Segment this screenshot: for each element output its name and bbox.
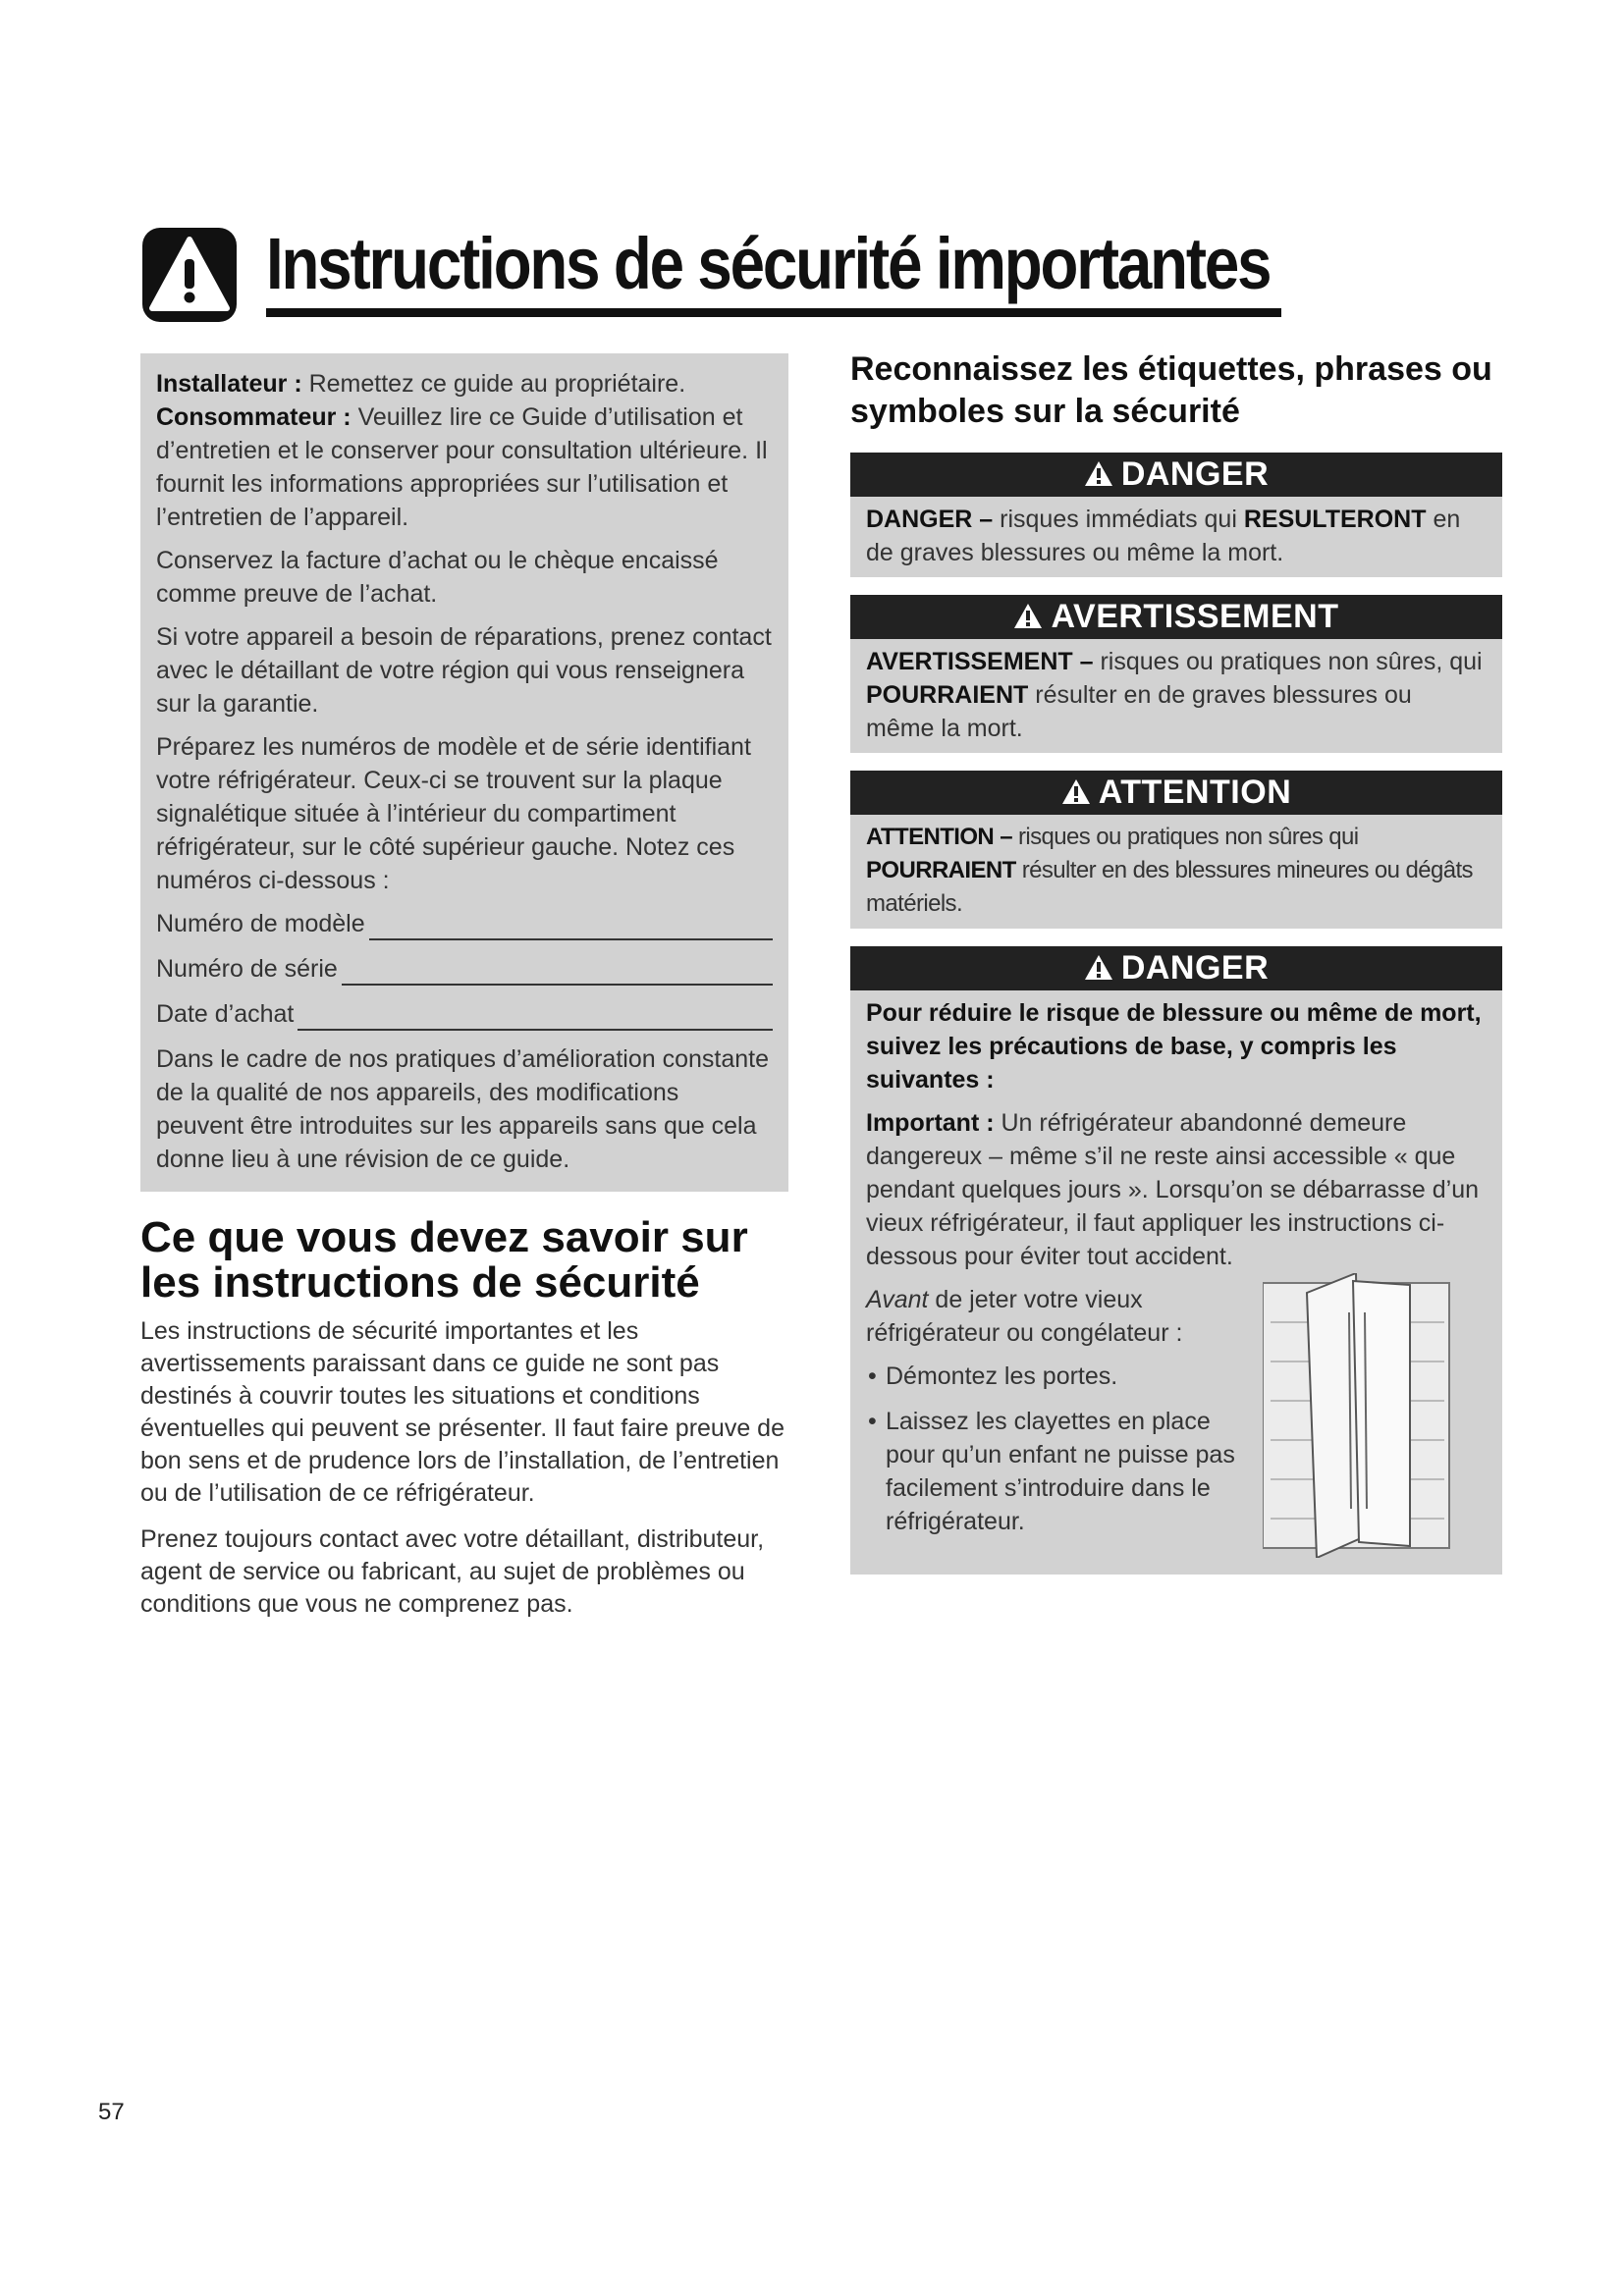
refrigerator-illustration <box>1249 1283 1487 1567</box>
page-number: 57 <box>98 2099 125 2125</box>
alert-triangle-icon <box>1013 603 1043 629</box>
caution-definition <box>850 815 1502 929</box>
before-paragraph <box>866 1283 1249 1350</box>
disposal-instructions <box>866 1283 1487 1567</box>
caution-emphasis: POURRAIENT <box>866 857 1016 883</box>
installer-label: Installateur : <box>156 370 302 398</box>
right-column <box>850 348 1502 1592</box>
consumer-label: Consommateur : <box>156 403 352 431</box>
before-label: Avant <box>866 1286 929 1313</box>
alert-triangle-icon <box>1084 954 1113 981</box>
title-rule <box>266 308 1281 317</box>
danger-box <box>850 453 1502 577</box>
disposal-bullet-list <box>866 1360 1249 1538</box>
danger-precautions-bar <box>850 946 1502 990</box>
serial-number-label: Numéro de série <box>156 955 338 983</box>
caution-box <box>850 771 1502 929</box>
labels-section-heading: Reconnaissez les étiquettes, phrases ou symboles sur la sécurité <box>850 350 1492 430</box>
list-item: • Laissez les clayettes en place pour qu’un enfant ne puisse pas facilement s’introduire dans le réfrigérateur. <box>866 1405 1249 1538</box>
list-item: • Démontez les portes. <box>866 1360 1249 1393</box>
before-text: de jeter votre vieux réfrigérateur ou congélateur : <box>866 1286 1183 1347</box>
danger-text-after: en de graves blessures ou même la mort. <box>866 506 1461 566</box>
warning-definition <box>850 639 1502 753</box>
important-label: Important : <box>866 1109 995 1137</box>
warning-text-before: risques ou pratiques non sûres, qui <box>1093 648 1483 675</box>
serial-number-field[interactable] <box>156 952 773 986</box>
danger-precautions-title: DANGER <box>1120 949 1270 987</box>
warning-title: AVERTISSEMENT <box>1051 598 1339 635</box>
safety-paragraph-1: Les instructions de sécurité importantes et les avertissements paraissant dans ce guide ne sont pas destinés à couvrir toutes les situations et conditions éventuelles qui peuvent se présenter. Il faut faire preuve de bon sens et de prudence lors de l’installation, de l’entretien ou de l’utilisation de ce réfrigérateur. <box>140 1317 785 1507</box>
alert-triangle-icon <box>1061 778 1091 805</box>
numbers-paragraph: Préparez les numéros de modèle et de série identifiant votre réfrigérateur. Ceux-ci se trouvent sur la plaque signalétique située à l’intérieur du compartiment réfrigérateur, sur le côté supérieur gauche. Notez ces numéros ci-dessous : <box>156 733 751 894</box>
model-number-line <box>369 913 773 940</box>
danger-precautions-box <box>850 946 1502 1575</box>
warning-bar <box>850 595 1502 639</box>
left-column <box>140 353 788 1634</box>
caution-text-after: résulter en des blessures mineures ou dégâts matériels. <box>866 857 1473 917</box>
warning-term: AVERTISSEMENT – <box>866 648 1094 675</box>
danger-title: DANGER <box>1120 455 1270 493</box>
installer-paragraph <box>156 367 773 534</box>
caution-term: ATTENTION – <box>866 824 1012 850</box>
safety-section-heading: Ce que vous devez savoir sur les instructions de sécurité <box>140 1213 748 1307</box>
danger-bar <box>850 453 1502 497</box>
warning-text-after: résulter en de graves blessures ou même la mort. <box>866 681 1412 742</box>
important-text: Un réfrigérateur abandonné demeure dangereux – même s’il ne reste ainsi accessible « que pendant quelques jours ». Lorsqu’on se débarrasse d’un vieux réfrigérateur, il faut appliquer les instructions ci-dessous pour éviter tout accident. <box>866 1109 1480 1270</box>
safety-paragraph-2: Prenez toujours contact avec votre détaillant, distributeur, agent de service ou fabricant, au sujet de problèmes ou conditions que vous ne comprenez pas. <box>140 1525 765 1618</box>
caution-title: ATTENTION <box>1098 774 1292 811</box>
danger-term: DANGER – <box>866 506 994 533</box>
receipt-paragraph: Conservez la facture d’achat ou le chèque encaissé comme preuve de l’achat. <box>156 547 719 608</box>
model-number-label: Numéro de modèle <box>156 910 365 937</box>
alert-triangle-icon <box>1084 460 1113 487</box>
warning-triangle-icon <box>140 226 239 324</box>
purchase-date-label: Date d’achat <box>156 1000 295 1028</box>
danger-emphasis: RESULTERONT <box>1243 506 1427 533</box>
purchase-date-field[interactable] <box>156 997 773 1031</box>
danger-definition <box>850 497 1502 577</box>
purchase-date-line <box>298 1003 773 1031</box>
installer-text: Remettez ce guide au propriétaire. <box>301 370 686 398</box>
consumer-text: Veuillez lire ce Guide d’utilisation et d’entretien et le conserver pour consultation ultérieure. Il fournit les informations appropriées sur l’utilisation et l’entretien de l’appareil. <box>156 403 768 531</box>
danger-text-before: risques immédiats qui <box>993 506 1244 533</box>
model-number-field[interactable] <box>156 907 773 940</box>
warning-emphasis: POURRAIENT <box>866 681 1029 709</box>
disposal-text <box>866 1283 1249 1567</box>
warning-box <box>850 595 1502 753</box>
service-paragraph: Si votre appareil a besoin de réparations, prenez contact avec le détaillant de votre région qui vous renseignera sur la garantie. <box>156 623 772 718</box>
owner-info-box <box>140 353 788 1192</box>
caution-text-before: risques ou pratiques non sûres qui <box>1011 824 1359 850</box>
improvement-paragraph: Dans le cadre de nos pratiques d’amélioration constante de la qualité de nos appareils, des modifications peuvent être introduites sur les appareils sans que cela donne lieu à une révision de ce guide. <box>156 1045 769 1173</box>
important-paragraph <box>866 1106 1487 1273</box>
precautions-lead: Pour réduire le risque de blessure ou même de mort, suivez les précautions de base, y compris les suivantes : <box>866 999 1482 1094</box>
caution-bar <box>850 771 1502 815</box>
danger-precautions-body <box>850 990 1502 1575</box>
page-title: Instructions de sécurité importantes <box>266 223 1271 304</box>
page-header <box>140 224 1281 317</box>
serial-number-line <box>342 958 773 986</box>
refrigerator-drawing <box>1263 1273 1459 1558</box>
